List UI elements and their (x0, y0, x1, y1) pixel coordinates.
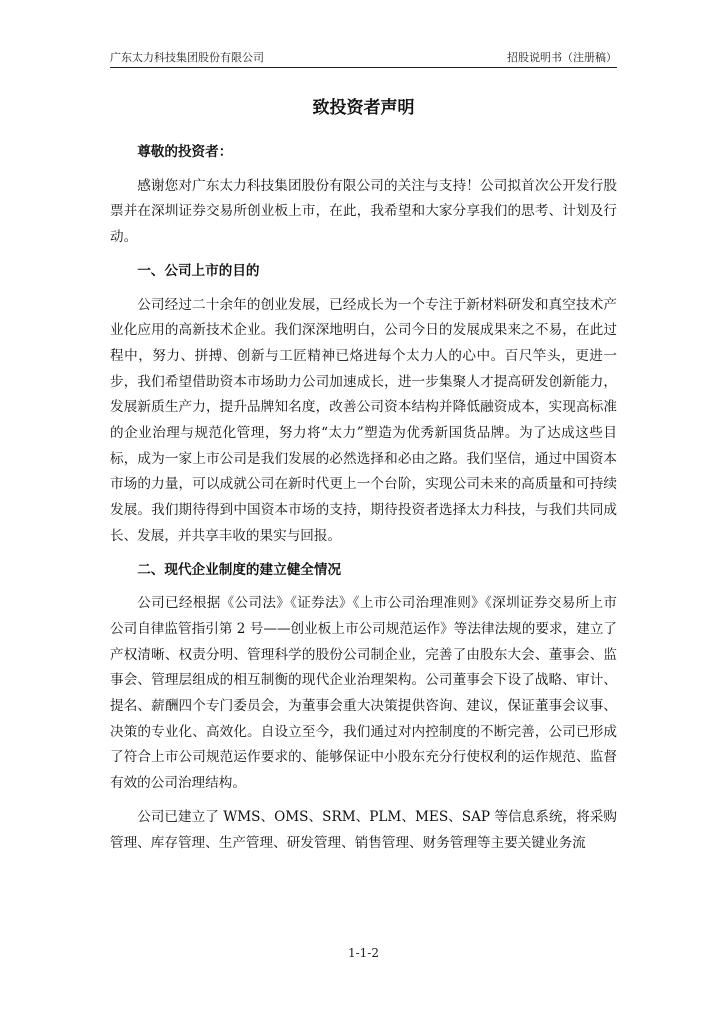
section-heading-listing-purpose: 一、公司上市的目的 (137, 262, 260, 279)
header-company-name: 广东太力科技集团股份有限公司 (110, 51, 264, 64)
listing-purpose-paragraph: 公司经过二十余年的创业发展，已经成长为一个专注于新材料研发和真空技术产业化应用的高新技术企业。我们深深地明白，公司今日的发展成果来之不易，在此过程中，努力、拼搏、创新与工匠精神已烙进每个太力人的心中。百尺竿头，更进一步，我们希望借助资本市场助力公司加速成长，进一步集聚人才提高研发创新能力，发展新质生产力，提升品牌知名度，改善公司资本结构并降低融资成本，实现高标准的企业治理与规范化管理，努力将“太力”塑造为优秀新国货品牌。为了达成这些目标，成为一家上市公司是我们发展的必然选择和必由之路。我们坚信，通过中国资本市场的力量，可以成就公司在新时代更上一个台阶，实现公司未来的高质量和可持续发展。我们期待得到中国资本市场的支持，期待投资者选择太力科技，与我们共同成长、发展，并共享丰收的果实与回报。 (110, 296, 617, 544)
salutation: 尊敬的投资者： (137, 144, 233, 160)
page-number: 1-1-2 (347, 946, 379, 960)
document-body (110, 140, 617, 864)
information-systems-paragraph: 公司已建立了 WMS、OMS、SRM、PLM、MES、SAP 等信息系统，将采购管理、库存管理、生产管理、研发管理、销售管理、财务管理等主要关键业务流 (110, 808, 617, 851)
document-title: 致投资者声明 (312, 98, 415, 118)
intro-paragraph: 感谢您对广东太力科技集团股份有限公司的关注与支持！公司拟首次公开发行股票并在深圳证券交易所创业板上市，在此，我希望和大家分享我们的思考、计划及行动。 (110, 177, 617, 246)
header-document-type: 招股说明书（注册稿） (507, 51, 617, 64)
section-heading-corporate-governance: 二、现代企业制度的建立健全情况 (137, 561, 342, 578)
page-header (110, 49, 617, 68)
corporate-governance-paragraph: 公司已经根据《公司法》《证券法》《上市公司治理准则》《深圳证券交易所上市公司自律监管指引第 2 号——创业板上市公司规范运作》等法律法规的要求，建立了产权清晰、权责分明、管理科学的股份公司制企业，完善了由股东大会、董事会、监事会、管理层组成的相互制衡的现代企业治理架构。公司董事会下设了战略、审计、提名、薪酬四个专门委员会，为董事会重大决策提供咨询、建议，保证董事会议事、决策的专业化、高效化。自设立至今，我们通过对内控制度的不断完善，公司已形成了符合上市公司规范运作要求的、能够保证中小股东充分行使权利的运作规范、监督有效的公司治理结构。 (110, 595, 617, 792)
